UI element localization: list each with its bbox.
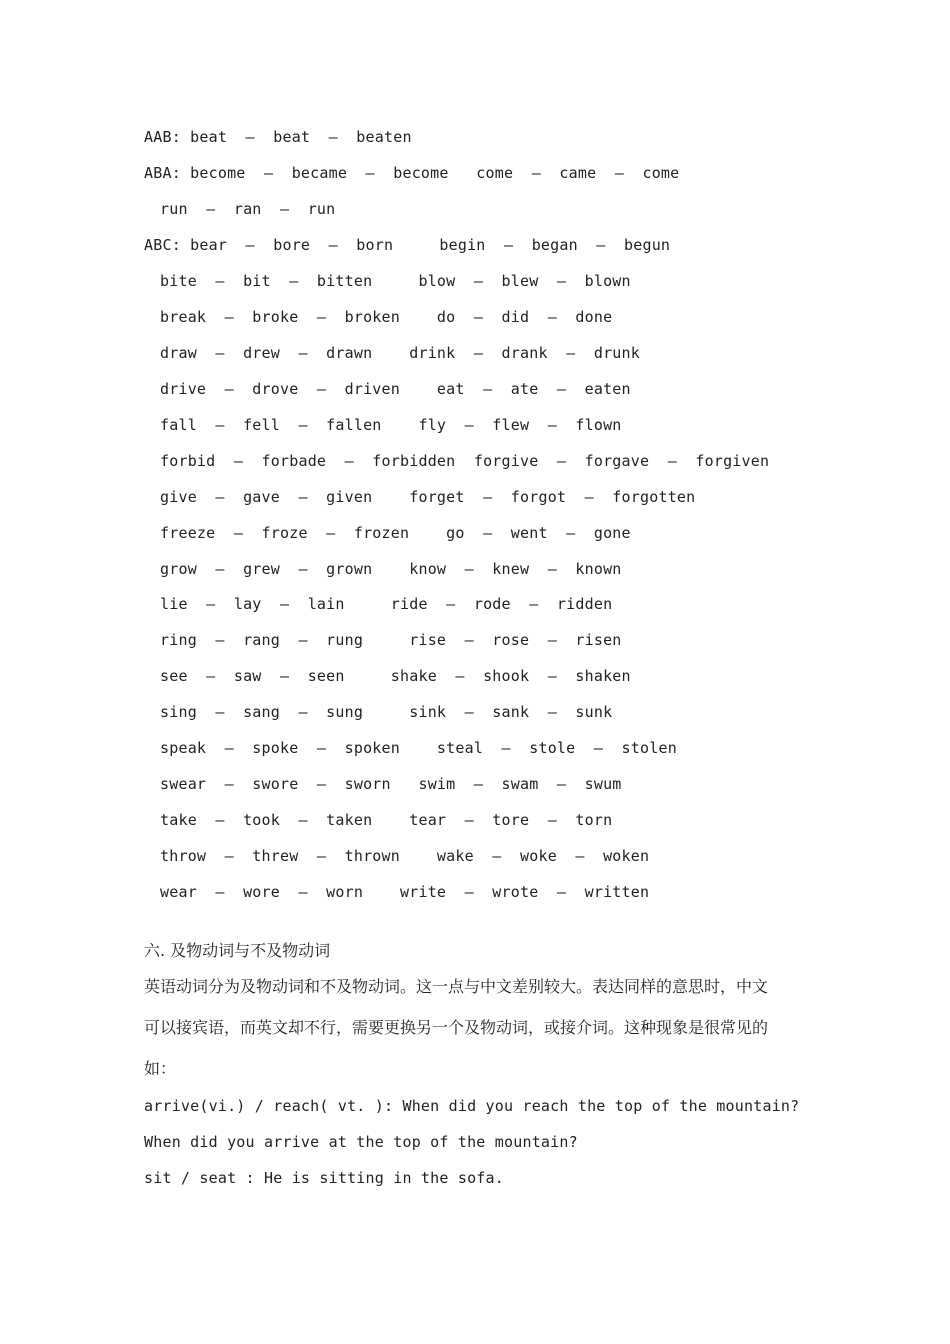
verb-row: throw – threw – thrown wake – woke – woken (160, 847, 650, 865)
verb-row: fall – fell – fallen fly – flew – flown (160, 416, 622, 434)
example-sentence: arrive(vi.) / reach( vt. ): When did you reach the top of the mountain? (144, 1097, 800, 1115)
section-heading: 六. 及物动词与不及物动词 (144, 941, 331, 960)
verb-row: see – saw – seen shake – shook – shaken (160, 667, 631, 685)
verb-row: wear – wore – worn write – wrote – written (160, 883, 650, 901)
paragraph-line: 如： (144, 1059, 177, 1078)
verb-row: grow – grew – grown know – knew – known (160, 560, 622, 578)
example-sentence: When did you arrive at the top of the mountain? (144, 1133, 578, 1151)
aba-line: ABA: become – became – become come – came – come (144, 164, 680, 182)
aba-line-continued: run – ran – run (160, 200, 336, 218)
verb-row: drive – drove – driven eat – ate – eaten (160, 380, 631, 398)
paragraph-line: 可以接宾语，而英文却不行，需要更换另一个及物动词，或接介词。这种现象是很常见的 (144, 1018, 769, 1037)
aab-line: AAB: beat – beat – beaten (144, 128, 412, 146)
verb-row: ring – rang – rung rise – rose – risen (160, 631, 622, 649)
verb-row: break – broke – broken do – did – done (160, 308, 613, 326)
verb-row: freeze – froze – frozen go – went – gone (160, 524, 631, 542)
verb-row: speak – spoke – spoken steal – stole – stolen (160, 739, 677, 757)
verb-row: sing – sang – sung sink – sank – sunk (160, 703, 613, 721)
verb-row: bite – bit – bitten blow – blew – blown (160, 272, 631, 290)
verb-row: draw – drew – drawn drink – drank – drunk (160, 344, 640, 362)
example-sentence: sit / seat : He is sitting in the sofa. (144, 1169, 504, 1187)
verb-row: lie – lay – lain ride – rode – ridden (160, 595, 613, 613)
verb-row: give – gave – given forget – forgot – forgotten (160, 488, 696, 506)
verb-row: forbid – forbade – forbidden forgive – forgave – forgiven (160, 452, 770, 470)
paragraph-line: 英语动词分为及物动词和不及物动词。这一点与中文差别较大。表达同样的意思时，中文 (144, 977, 769, 996)
verb-row: swear – swore – sworn swim – swam – swum (160, 775, 622, 793)
abc-line: ABC: bear – bore – born begin – began – begun (144, 236, 671, 254)
verb-row: take – took – taken tear – tore – torn (160, 811, 613, 829)
